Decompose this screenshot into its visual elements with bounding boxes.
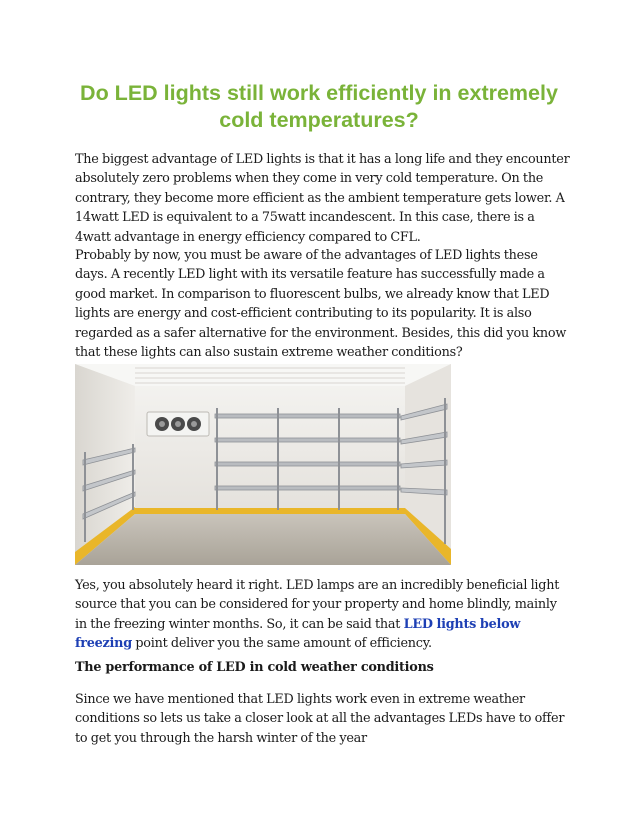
paragraph-intro: The biggest advantage of LED lights is that it has a long life and they encounter absolutely zero problems when they come in very cold temperature. On the contrary, they become more efficient as the ambient temperature gets lower. A 14watt LED is equivalent to a 75watt incandescent. In this case, there is a 4watt advantage in energy efficiency compared to CFL. <box>75 152 570 245</box>
page-title: Do LED lights still work efficiently in extremely cold temperatures? <box>80 81 558 132</box>
led-lights-below-freezing-link[interactable]: LED lights below freezing <box>75 616 521 652</box>
paragraph-advantages: Probably by now, you must be aware of the advantages of LED lights these days. A recently LED light with its versatile feature has successfully made a good market. In comparison to fluorescent bulbs, we already know that LED lights are energy and cost-efficient contributing to its popularity. It is also regarded as a safer alternative for the environment. Besides, this did you know that these lights can also sustain extreme weather conditions? <box>75 248 567 361</box>
cold-room-illustration <box>75 364 451 565</box>
paragraph-freezing <box>75 576 570 654</box>
paragraph-freezing-tail: point deliver you the same amount of efficiency. <box>131 636 432 652</box>
paragraph-performance: Since we have mentioned that LED lights work even in extreme weather conditions so lets us take a closer look at all the advantages LEDs have to offer to get you through the harsh winter of the year <box>75 692 565 746</box>
cold-room-shelving-photo <box>75 364 451 565</box>
section-heading: The performance of LED in cold weather conditions <box>75 660 434 675</box>
paragraph-freezing-text: Yes, you absolutely heard it right. LED lamps are an incredibly beneficial light source that you can be considered for your property and home blindly, mainly in the freezing winter months. So, it can be said that <box>75 578 560 632</box>
